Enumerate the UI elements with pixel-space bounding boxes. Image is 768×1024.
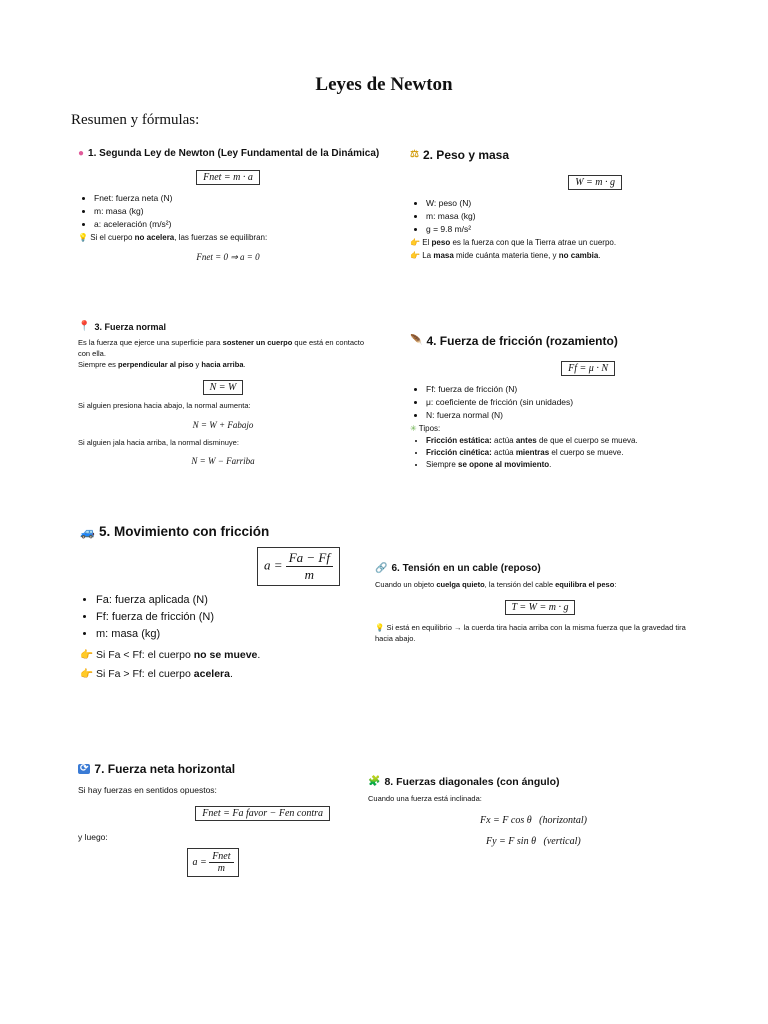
section-normal-force (78, 322, 368, 466)
formula-box: Ff = μ · N (561, 361, 615, 376)
variable-list (410, 384, 710, 420)
note: 👉 El peso es la fuerza con que la Tierra atrae un cuerpo. (410, 238, 617, 247)
section-heading: 6. Tensión en un cable (reposo) (391, 563, 541, 574)
section-heading: 7. Fuerza neta horizontal (94, 762, 236, 776)
list-item: • Siempre se opone al movimiento. (426, 460, 710, 469)
types-list (410, 436, 710, 469)
list-item: • m: masa (kg) (94, 206, 378, 216)
paragraph: Si hay fuerzas en sentidos opuestos: (78, 785, 217, 795)
pin-icon: 📍 (78, 321, 91, 332)
section-net-horizontal-force (78, 760, 348, 877)
list-item: • μ: coeficiente de fricción (sin unidades) (426, 397, 710, 407)
list-item: • Fricción estática: actúa antes de que el cuerpo se mueva. (426, 436, 710, 445)
variable-list (80, 594, 370, 640)
list-item: • Fa: fuerza aplicada (N) (96, 594, 370, 606)
paragraph: Es la fuerza que ejerce una superficie para sostener un cuerpo que está en contacto con ella. (78, 338, 364, 358)
paragraph: Si alguien jala hacia arriba, la normal disminuye: (78, 437, 239, 447)
section-friction (410, 332, 710, 472)
paragraph: Siempre es perpendicular al piso y hacia arriba. (78, 359, 246, 369)
section-heading: 5. Movimiento con fricción (98, 524, 270, 539)
section-motion-friction (80, 524, 370, 680)
puzzle-icon: 🧩 (368, 776, 381, 787)
pointing-hand-icon: 👉 (80, 668, 94, 680)
formula-box: N = W (203, 380, 244, 395)
pointing-hand-icon: 👉 (410, 238, 420, 247)
lightbulb-icon: 💡 (375, 622, 385, 632)
section-heading: 4. Fuerza de fricción (rozamiento) (426, 334, 618, 348)
section-heading: 1. Segunda Ley de Newton (Ley Fundamental de la Dinámica) (88, 148, 380, 159)
car-icon: 🚙 (80, 524, 95, 539)
refresh-icon: ⟳ (80, 763, 89, 774)
brain-icon: ● (78, 147, 85, 159)
list-item: • Ff: fuerza de fricción (N) (426, 384, 710, 394)
variable-list (410, 198, 710, 234)
link-icon: 🔗 (375, 562, 388, 574)
section-diagonal-forces (368, 776, 688, 847)
list-item: • N: fuerza normal (N) (426, 410, 710, 420)
note: ✳ Tipos: (410, 424, 441, 433)
feather-icon: 🪶 (410, 335, 423, 346)
formula-box: T = W = m · g (505, 600, 576, 615)
lightbulb-icon: 💡 (78, 233, 88, 242)
variable-list (78, 193, 378, 229)
list-item: • a: aceleración (m/s²) (94, 219, 378, 229)
section-heading: 2. Peso y masa (422, 148, 510, 162)
list-item: • m: masa (kg) (96, 628, 370, 640)
equation: N = W − Farriba (191, 456, 255, 467)
formula-box: a = $\frac{\text{Fnet}}{m}$ (187, 848, 238, 877)
pointing-hand-icon: 👉 (80, 649, 94, 661)
formula-box: Fnet = m · a (196, 170, 260, 185)
section-cable-tension (375, 563, 705, 645)
list-item: • W: peso (N) (426, 198, 710, 208)
section-newton-second-law (78, 148, 378, 263)
note: 👉 La masa mide cuánta materia tiene, y no cambia. (410, 251, 601, 260)
scale-icon: ⚖ (410, 149, 419, 160)
section-heading: 8. Fuerzas diagonales (con ángulo) (384, 776, 560, 788)
note: 💡 Si el cuerpo no acelera, las fuerzas se equilibran: (78, 233, 268, 242)
equation: Fx = F cos θ (horizontal) (480, 814, 587, 826)
list-item: • g = 9.8 m/s² (426, 224, 710, 234)
pointing-hand-icon: 👉 (410, 251, 420, 260)
paragraph: Cuando una fuerza está inclinada: (368, 794, 482, 803)
formula-box: Fnet = Fa favor − Fen contra (195, 806, 330, 821)
formula-box: a = $\frac{Fa - Ff}{m}$ (257, 547, 340, 586)
equation: N = W + Fabajo (192, 419, 254, 430)
page-title: Leyes de Newton (315, 74, 453, 95)
note: 👉 Si Fa < Ff: el cuerpo no se mueve. (80, 649, 261, 661)
section-weight-mass (410, 146, 710, 260)
list-item: • Fnet: fuerza neta (N) (94, 193, 378, 203)
equation: Fnet = 0 ⇒ a = 0 (196, 252, 260, 262)
paragraph: Si alguien presiona hacia abajo, la normal aumenta: (78, 400, 251, 410)
note: 💡 Si está en equilibrio → la cuerda tira hacia arriba con la misma fuerza que la gravedad tira hacia abajo. (375, 622, 686, 643)
list-item: • Fricción cinética: actúa mientras el cuerpo se mueve. (426, 448, 710, 457)
paragraph: Cuando un objeto cuelga quieto, la tensión del cable equilibra el peso: (375, 580, 617, 589)
formula-box: W = m · g (568, 175, 622, 190)
equation: Fy = F sin θ (vertical) (486, 835, 581, 847)
page-subtitle: Resumen y fórmulas: (71, 112, 200, 128)
paragraph: y luego: (78, 831, 108, 842)
list-item: • m: masa (kg) (426, 211, 710, 221)
list-item: • Ff: fuerza de fricción (N) (96, 611, 370, 623)
sparkle-icon: ✳ (410, 424, 417, 433)
note: 👉 Si Fa > Ff: el cuerpo acelera. (80, 668, 233, 680)
section-heading: 3. Fuerza normal (94, 322, 166, 332)
